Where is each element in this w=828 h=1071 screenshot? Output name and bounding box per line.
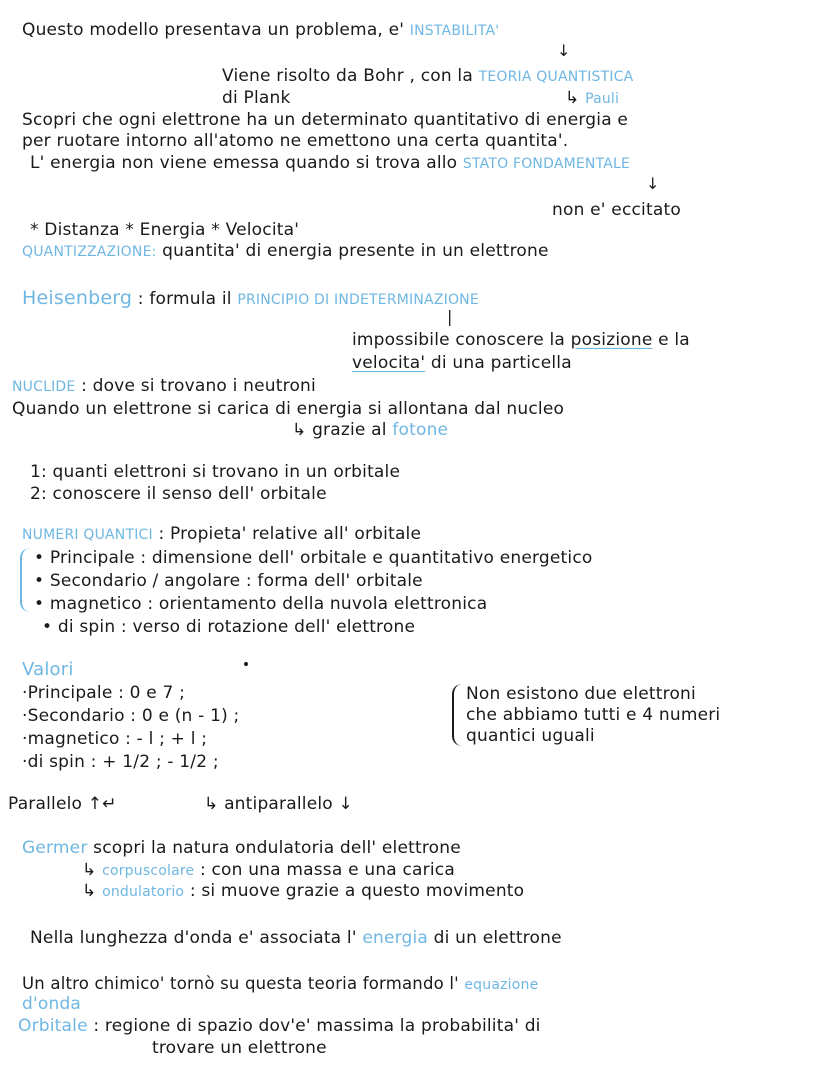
line-uncertainty-2: velocita' di una particella [352, 353, 572, 373]
line-quantities: * Distanza * Energia * Velocita' [30, 220, 300, 240]
pauli-note-3: quantici uguali [466, 726, 595, 746]
arrow-down-icon: ↓ [557, 41, 571, 60]
arrow-right-icon: ↳ [82, 881, 97, 901]
line-discovery-2: per ruotare intorno all'atomo ne emettono una certa quantita'. [22, 131, 569, 151]
arrow-down-icon: ↓ [338, 794, 353, 814]
qn-principale: • Principale : dimensione dell' orbitale e quantitativo energetico [34, 548, 593, 568]
line-not-excited: non e' eccitato [552, 200, 681, 220]
arrow-down-icon: | [447, 307, 453, 326]
line-wave: ↳ ondulatorio : si muove grazie a questo movimento [82, 881, 525, 901]
line-germer: Germer scopri la natura ondulatoria dell' elettrone [22, 838, 461, 858]
line-ground-state: L' energia non viene emessa quando si trova allo STATO FONDAMENTALE [30, 153, 631, 173]
value-magnetico: ·magnetico : - l ; + l ; [22, 729, 208, 749]
line-another-chemist: Un altro chimico' tornò su questa teoria formando l' equazione [22, 974, 539, 993]
line-corpuscular: ↳ corpuscolare : con una massa e una carica [82, 860, 455, 880]
line-wave-equation: d'onda [22, 994, 82, 1014]
values-title: Valori [22, 659, 74, 680]
line-photon: ↳ grazie al fotone [292, 420, 449, 440]
brace [20, 548, 32, 612]
line-heisenberg: Heisenberg : formula il PRINCIPIO DI INDETERMINAZIONE [22, 287, 479, 309]
line-nuclide: NUCLIDE : dove si trovano i neutroni [12, 376, 316, 396]
line-discovery-1: Scopri che ogni elettrone ha un determinato quantitativo di energia e [22, 110, 629, 130]
arrow-up-icon: ↑↵ [87, 794, 117, 814]
spin-parallel: Parallelo ↑↵ [8, 794, 117, 814]
value-secondario: ·Secondario : 0 e (n - 1) ; [22, 706, 240, 726]
arrow-right-icon: ↳ [292, 420, 307, 440]
line-uncertainty-1: impossibile conoscere la posizione e la [352, 330, 690, 350]
value-principale: ·Principale : 0 e 7 ; [22, 683, 186, 703]
arrow-right-icon: ↳ [204, 794, 219, 814]
line-quantum-numbers: NUMERI QUANTICI : Propieta' relative all' orbitale [22, 524, 422, 544]
line-point-2: 2: conoscere il senso dell' orbitale [30, 484, 327, 504]
line-pauli: ↳ Pauli [565, 88, 620, 108]
value-spin: ·di spin : + 1/2 ; - 1/2 ; [22, 752, 219, 772]
pauli-note-2: che abbiamo tutti e 4 numeri [466, 705, 721, 725]
line-electron-energy: Quando un elettrone si carica di energia si allontana dal nucleo [12, 399, 565, 419]
arrow-right-icon: ↳ [565, 88, 580, 108]
spin-antiparallel: ↳ antiparallelo ↓ [204, 794, 353, 814]
dot [244, 662, 248, 666]
line-instability: Questo modello presentava un problema, e' INSTABILITA' [22, 20, 500, 40]
qn-magnetico: • magnetico : orientamento della nuvola elettronica [34, 594, 488, 614]
line-plank: di Plank [222, 88, 291, 108]
pauli-note-1: Non esistono due elettroni [466, 684, 696, 704]
line-orbital-2: trovare un elettrone [152, 1038, 327, 1058]
line-wavelength: Nella lunghezza d'onda e' associata l' energia di un elettrone [30, 928, 562, 948]
line-quantization: QUANTIZZAZIONE: quantita' di energia presente in un elettrone [22, 241, 549, 261]
line-point-1: 1: quanti elettroni si trovano in un orbitale [30, 462, 401, 482]
brace [452, 684, 464, 746]
arrow-down-icon: ↓ [646, 174, 660, 193]
arrow-right-icon: ↳ [82, 860, 97, 880]
qn-spin: • di spin : verso di rotazione dell' elettrone [42, 617, 416, 637]
line-orbital: Orbitale : regione di spazio dov'e' massima la probabilita' di [18, 1016, 541, 1036]
line-bohr: Viene risolto da Bohr , con la TEORIA QUANTISTICA [222, 66, 634, 86]
qn-secondario: • Secondario / angolare : forma dell' orbitale [34, 571, 423, 591]
